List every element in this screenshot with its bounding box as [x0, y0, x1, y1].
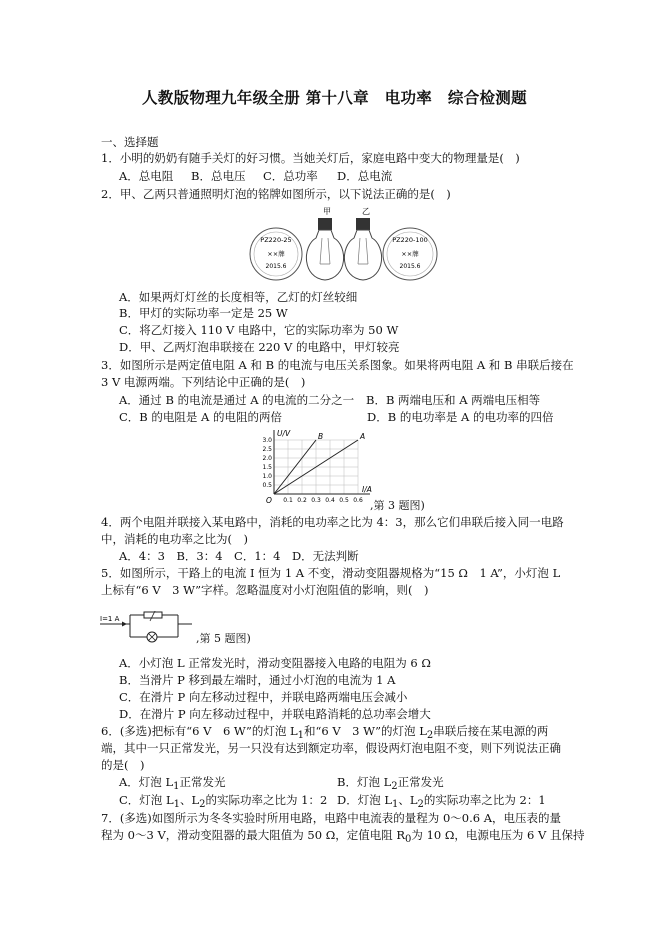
rheostat-icon: [144, 611, 162, 621]
right-plate-rating: PZ220-100: [392, 236, 428, 244]
x-tick-label: 0.2: [297, 497, 307, 504]
lamp-icon: [147, 632, 157, 642]
y-axis-label: U/V: [277, 429, 291, 438]
right-plate-brand: ××牌: [401, 250, 419, 258]
y-tick-label: 2.0: [262, 455, 272, 462]
x-tick-label: 0.1: [283, 497, 293, 504]
q6-option-a: A．灯泡 L1正常发光: [119, 775, 226, 792]
x-tick-label: 0.4: [325, 497, 335, 504]
y-tick-label: 0.5: [262, 482, 272, 489]
q2-stem: 2．甲、乙两只普通照明灯泡的铭牌如图所示，以下说法正确的是( ): [101, 187, 451, 201]
section-heading: 一、选择题: [101, 135, 159, 149]
q3-option-a: A．通过 B 的电流是通过 A 的电流的二分之一: [119, 393, 355, 407]
left-plate-date: 2015.6: [265, 263, 287, 270]
q7-stem-line2: 程为 0～3 V，滑动变阻器的最大阻值为 50 Ω，定值电阻 R0为 10 Ω，电源电压为 6 V 且保持: [101, 828, 585, 845]
y-tick-label: 3.0: [262, 437, 272, 444]
q2-label-jia: 甲: [323, 207, 331, 216]
y-tick-label: 1.0: [262, 473, 272, 480]
q3-option-d: D．B 的电功率是 A 的电功率的四倍: [367, 410, 554, 424]
q2-option-a: A．如果两灯灯丝的长度相等，乙灯的灯丝较细: [119, 290, 358, 304]
right-bulb-icon: [344, 218, 381, 280]
q2-option-c: C．将乙灯接入 110 V 电路中，它的实际功率为 50 W: [119, 323, 399, 337]
q6-stem-line1: 6．(多选)把标有“6 V 6 W”的灯泡 L1和“6 V 3 W”的灯泡 L2串联后接在某电源的两: [101, 724, 549, 741]
q3-option-b: B．B 两端电压和 A 两端电压相等: [366, 393, 541, 407]
q1-option-a: A．总电阻: [119, 169, 174, 183]
series-label-B: B: [318, 432, 324, 441]
x-tick-label: 0.5: [339, 497, 349, 504]
page-title: 人教版物理九年级全册 第十八章 电功率 综合检测题: [142, 88, 527, 107]
left-nameplate: [250, 228, 302, 280]
q5-option-a: A．小灯泡 L 正常发光时，滑动变阻器接入电路的电阻为 6 Ω: [119, 656, 431, 670]
q3-option-c: C．B 的电阻是 A 的电阻的两倍: [119, 410, 283, 424]
q6-option-b: B．灯泡 L2正常发光: [337, 775, 444, 792]
left-plate-brand: ××牌: [267, 250, 285, 258]
q4-stem-line2: 中，消耗的电功率之比为( ): [101, 532, 248, 546]
q1-option-d: D．总电流: [337, 169, 393, 183]
x-tick-label: 0.6: [353, 497, 363, 504]
q2-label-yi: 乙: [362, 207, 370, 216]
q6-stem-line2: 端，其中一只正常发光，另一只没有达到额定功率，假设两灯泡电阻不变，则下列说法正确: [101, 741, 561, 755]
x-axis-label: I/A: [362, 485, 372, 494]
y-tick-label: 2.5: [262, 446, 272, 453]
y-tick-label: 1.5: [262, 464, 272, 471]
right-plate-date: 2015.6: [399, 263, 421, 270]
q5-option-b: B．当滑片 P 移到最左端时，通过小灯泡的电流为 1 A: [119, 673, 396, 687]
q3-stem-line1: 3．如图所示是两定值电阻 A 和 B 的电流与电压关系图象。如果将两电阻 A 和 B 串联后接在: [101, 358, 574, 372]
origin-label: O: [266, 496, 272, 505]
q1-stem: 1．小明的奶奶有随手关灯的好习惯。当她关灯后，家庭电路中变大的物理量是( ): [101, 151, 520, 165]
q1-option-c: C．总功率: [263, 169, 318, 183]
q3-figure-caption: ,第 3 题图): [370, 499, 425, 512]
q6-stem-line3: 的是( ): [101, 758, 145, 772]
q5-option-c: C．在滑片 P 向左移动过程中，并联电路两端电压会减小: [119, 690, 408, 704]
q4-options: A．4：3 B．3：4 C．1：4 D．无法判断: [119, 549, 359, 563]
right-nameplate: [383, 228, 437, 280]
q5-current-label: I=1 A: [100, 615, 120, 623]
q6-option-c: C．灯泡 L1、L2的实际功率之比为 1：2: [119, 793, 328, 810]
left-plate-rating: PZ220-25: [260, 236, 292, 244]
q6-option-d: D．灯泡 L1、L2的实际功率之比为 2：1: [337, 793, 546, 810]
q3-iu-chart: [254, 424, 378, 510]
q5-stem-line2: 上标有“6 V 3 W”字样。忽略温度对小灯泡阻值的影响，则( ): [101, 583, 429, 597]
x-tick-label: 0.3: [311, 497, 321, 504]
q5-figure-caption: ,第 5 题图): [196, 632, 251, 645]
q7-stem-line1: 7．(多选)如图所示为冬冬实验时所用电路，电路中电流表的量程为 0～0.6 A，电压表的量: [101, 811, 562, 825]
q2-option-b: B．甲灯的实际功率一定是 25 W: [119, 306, 288, 320]
q1-option-b: B．总电压: [191, 169, 246, 183]
left-bulb-icon: [306, 218, 343, 280]
q5-stem-line1: 5．如图所示，干路上的电流 I 恒为 1 A 不变，滑动变阻器规格为“15 Ω 1 A”，小灯泡 L: [101, 566, 561, 580]
q3-stem-line2: 3 V 电源两端。下列结论中正确的是( ): [101, 375, 306, 389]
q4-stem-line1: 4．两个电阻并联接入某电路中，消耗的电功率之比为 4：3，那么它们串联后接入同一电路: [101, 515, 564, 529]
q2-bulb-figure: [244, 204, 440, 290]
series-label-A: A: [360, 432, 366, 441]
q2-option-d: D．甲、乙两灯泡串联接在 220 V 的电路中，甲灯较亮: [119, 340, 400, 354]
q5-circuit-figure: [100, 611, 196, 643]
q5-option-d: D．在滑片 P 向左移动过程中，并联电路消耗的总功率会增大: [119, 707, 431, 721]
